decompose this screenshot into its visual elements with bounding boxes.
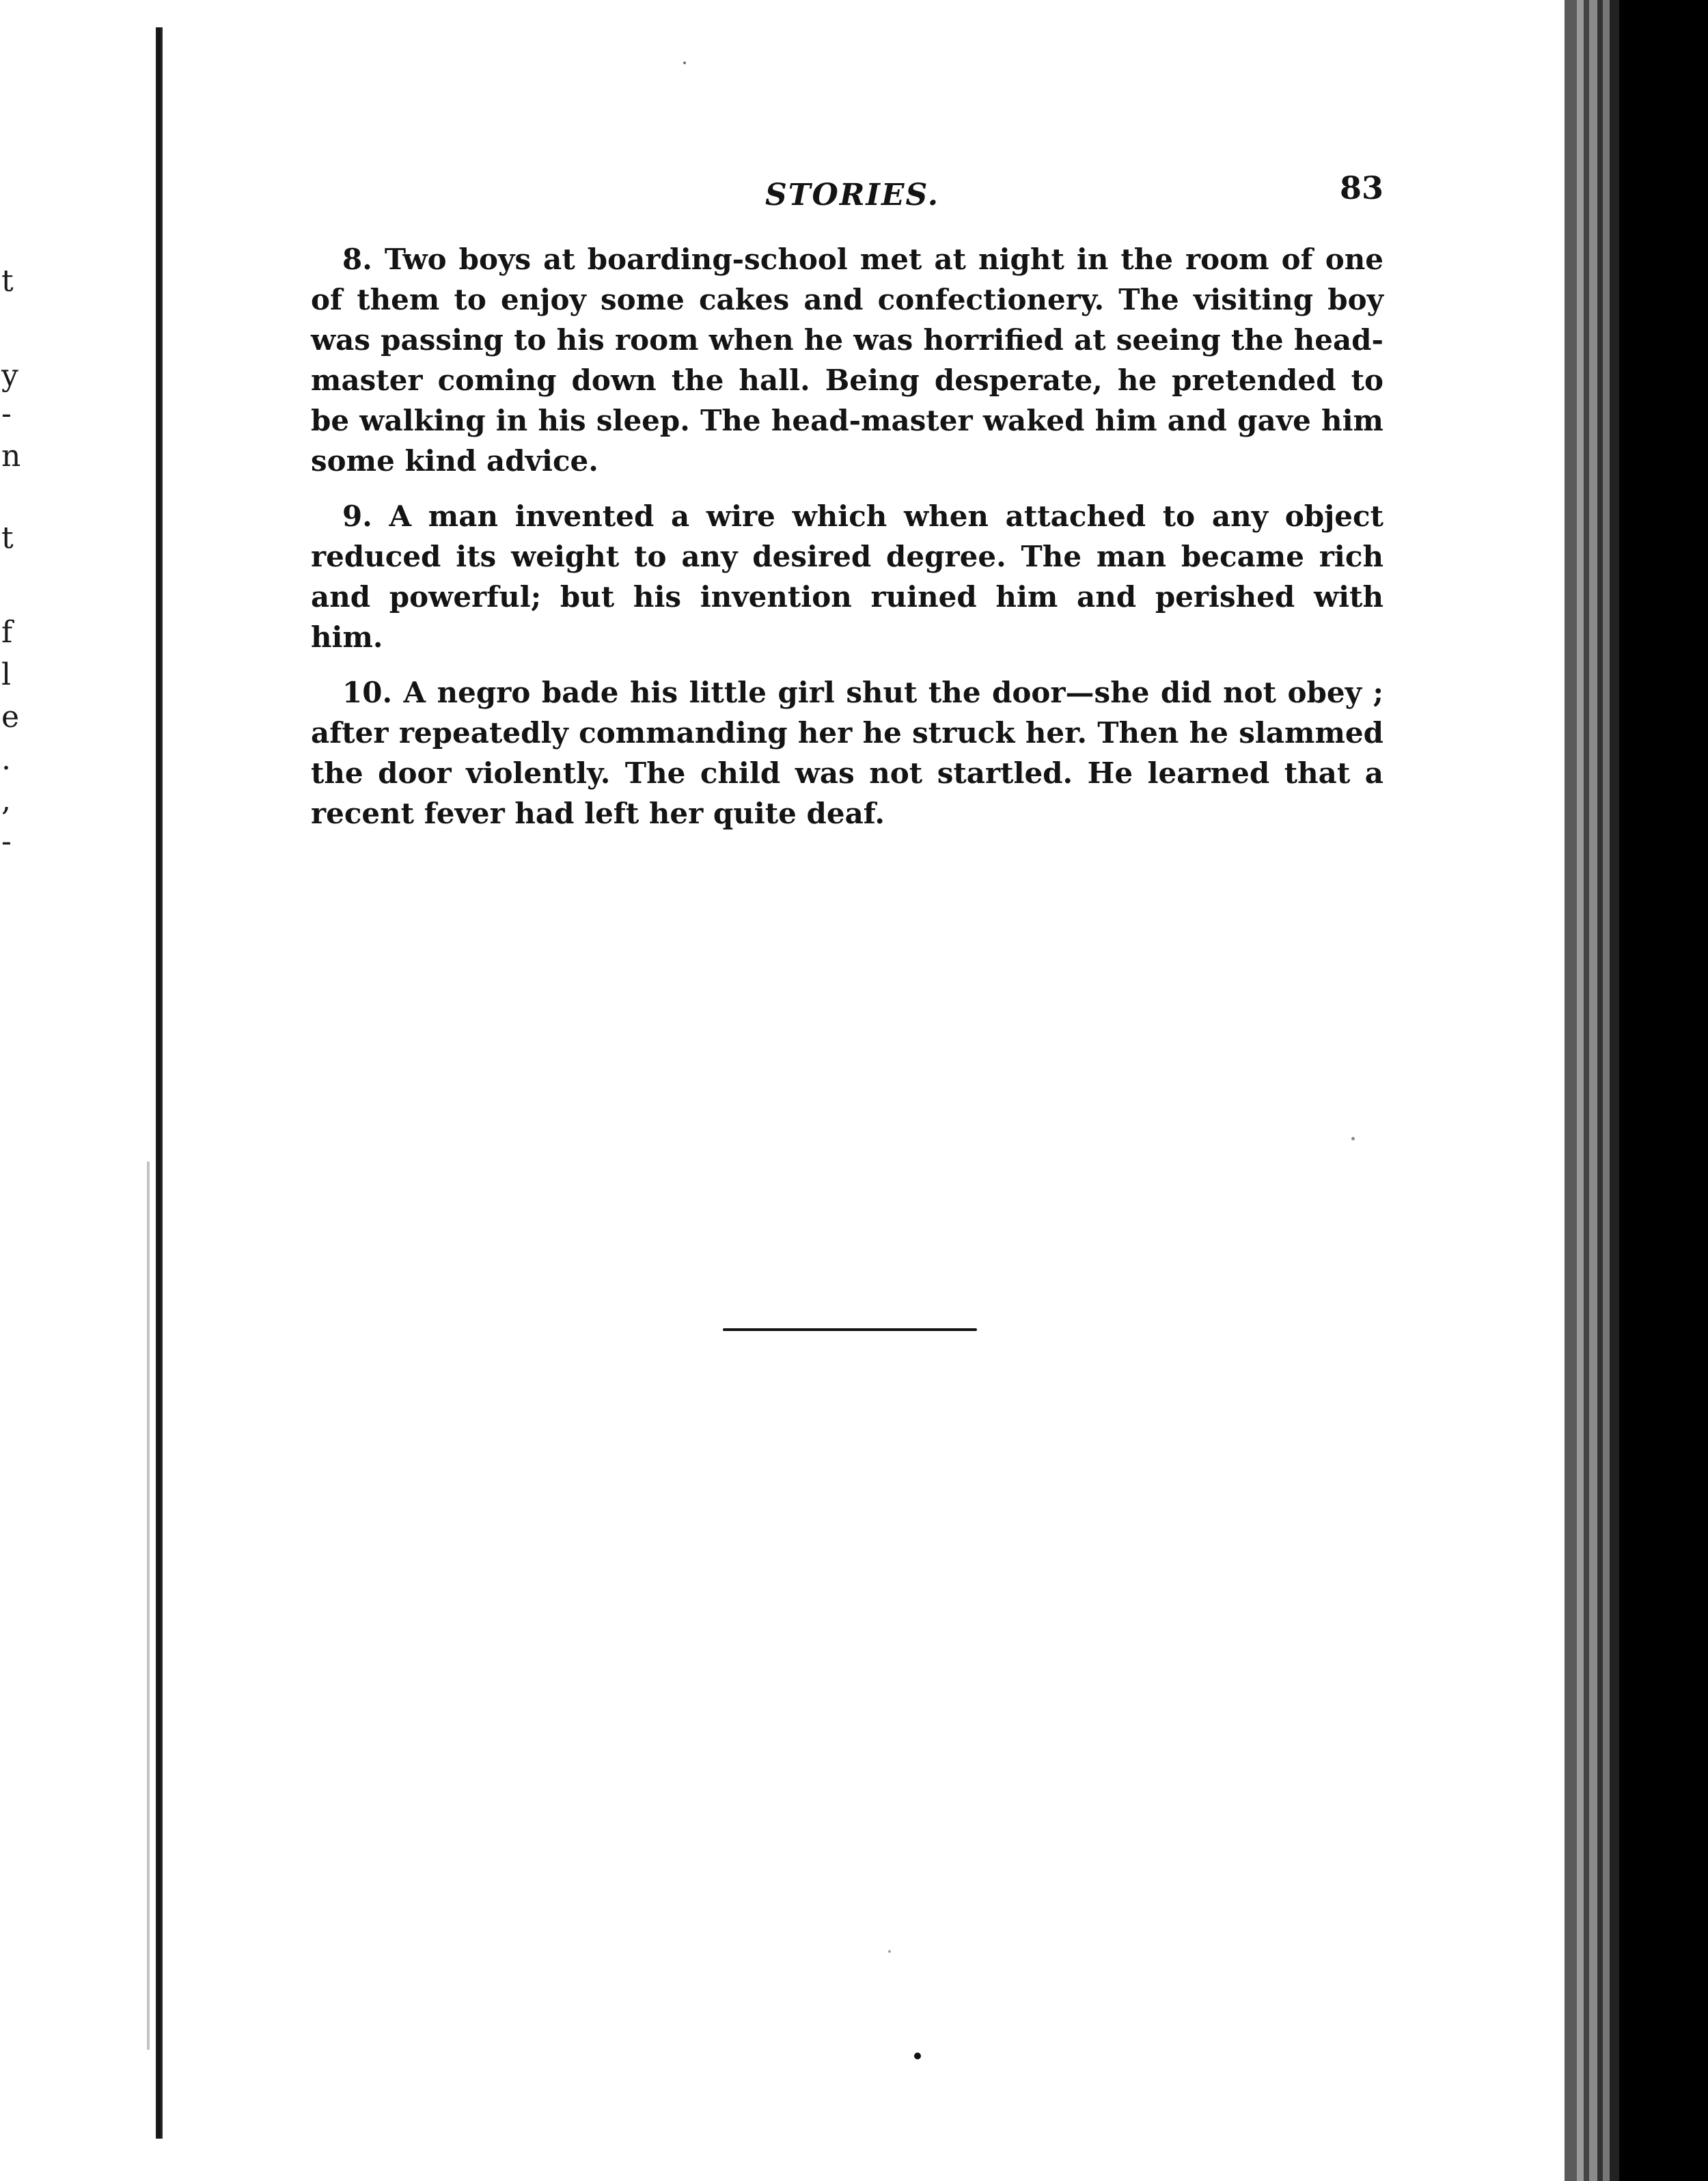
ink-speck	[683, 61, 686, 64]
page-edge-strip	[1584, 0, 1589, 2181]
page-edge-strip	[1589, 0, 1597, 2181]
story-paragraph: 8. Two boys at boarding-school met at night in the room of one of them to enjoy some cakes and confectionery. The visiting boy was passing to his room when he was horrified at seeing the head-master coming down the hall. Being desperate, he pretended to be walking in his sleep. The head-master waked him and gave him some kind advice.	[311, 243, 1383, 478]
page-edge-strip	[1603, 0, 1610, 2181]
section-end-rule	[723, 1328, 977, 1331]
left-page-fragment: y	[1, 358, 18, 393]
ink-speck	[914, 2053, 921, 2059]
left-page-fragment: f	[1, 615, 13, 650]
page-header	[311, 169, 1383, 217]
left-page-fragment: ,	[1, 783, 11, 818]
page-edge-strip	[1610, 0, 1619, 2181]
page-edge-strip	[1597, 0, 1603, 2181]
book-gutter-shadow	[147, 1162, 150, 2050]
running-head: STORIES.	[765, 178, 940, 212]
left-page-fragment: n	[1, 439, 21, 474]
ink-speck	[1351, 1137, 1355, 1140]
page-edge-strip	[1577, 0, 1584, 2181]
page-body	[311, 239, 1383, 849]
left-page-fragment: .	[1, 742, 11, 777]
ink-speck	[888, 1950, 891, 1953]
page-edge-strip	[1565, 0, 1577, 2181]
left-page-fragment: -	[1, 396, 12, 431]
left-page-remnant	[0, 0, 156, 2181]
left-page-fragment: t	[1, 521, 14, 555]
left-page-fragment: -	[1, 824, 12, 859]
story-paragraph: 9. A man invented a wire which when attached to any object reduced its weight to any desired degree. The man became rich and powerful; but his invention ruined him and perished with him.	[311, 499, 1383, 654]
book-gutter-line	[156, 27, 163, 2139]
left-page-fragment: e	[1, 700, 20, 735]
left-page-fragment: t	[1, 264, 14, 299]
left-page-fragment: l	[1, 657, 12, 692]
page-number: 83	[1339, 169, 1383, 206]
story-paragraph: 10. A negro bade his little girl shut the door—she did not obey ; after repeatedly commanding her he struck her. Then he slammed the door violently. The child was not startled. He learned that a recent fever had left her quite deaf.	[311, 676, 1383, 830]
page-edge-background	[1619, 0, 1708, 2181]
